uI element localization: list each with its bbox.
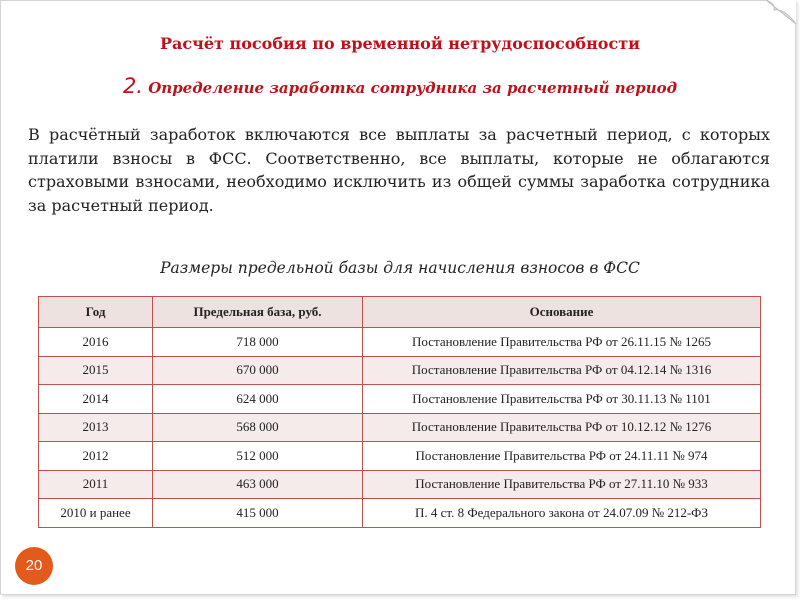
- table-row: [39, 385, 761, 414]
- table-header-row: [39, 297, 761, 328]
- header-basis: Основание: [363, 297, 761, 328]
- header-base: Предельная база, руб.: [153, 297, 363, 328]
- cell-basis: П. 4 ст. 8 Федерального закона от 24.07.09 № 212-ФЗ: [363, 499, 761, 528]
- table-header: [39, 297, 761, 328]
- cell-year: 2014: [39, 385, 153, 414]
- page-curl-icon: [766, 0, 796, 24]
- cell-base: 415 000: [153, 499, 363, 528]
- cell-base: 718 000: [153, 328, 363, 357]
- section-number: 2.: [122, 74, 143, 98]
- cell-basis: Постановление Правительства РФ от 26.11.15 № 1265: [363, 328, 761, 357]
- table-row: [39, 356, 761, 385]
- slide-title: Расчёт пособия по временной нетрудоспособности: [160, 34, 640, 53]
- cell-basis: Постановление Правительства РФ от 04.12.14 № 1316: [363, 356, 761, 385]
- limits-table: [38, 296, 761, 528]
- cell-base: 624 000: [153, 385, 363, 414]
- table-caption: Размеры предельной базы для начисления взносов в ФСС: [160, 259, 640, 277]
- cell-basis: Постановление Правительства РФ от 30.11.13 № 1101: [363, 385, 761, 414]
- cell-year: 2016: [39, 328, 153, 357]
- table-row: [39, 499, 761, 528]
- table-row: [39, 328, 761, 357]
- cell-year: 2012: [39, 442, 153, 471]
- cell-basis: Постановление Правительства РФ от 27.11.10 № 933: [363, 470, 761, 499]
- header-year: Год: [39, 297, 153, 328]
- cell-basis: Постановление Правительства РФ от 24.11.11 № 974: [363, 442, 761, 471]
- cell-base: 568 000: [153, 413, 363, 442]
- cell-year: 2013: [39, 413, 153, 442]
- page-number-badge: 20: [15, 547, 53, 585]
- section-subtitle-text: Определение заработка сотрудника за расчетный период: [148, 79, 678, 97]
- cell-year: 2011: [39, 470, 153, 499]
- body-paragraph: В расчётный заработок включаются все выплаты за расчетный период, с которых платили взносы в ФСС. Соответственно, все выплаты, которые не облагаются страховыми взносами, необходимо исключить из общей суммы заработка сотрудника за расчетный период.: [28, 125, 770, 215]
- table-row: [39, 470, 761, 499]
- table-row: [39, 442, 761, 471]
- table-row: [39, 413, 761, 442]
- section-subtitle: [0, 74, 800, 98]
- cell-year: 2010 и ранее: [39, 499, 153, 528]
- cell-basis: Постановление Правительства РФ от 10.12.12 № 1276: [363, 413, 761, 442]
- cell-year: 2015: [39, 356, 153, 385]
- cell-base: 670 000: [153, 356, 363, 385]
- cell-base: 463 000: [153, 470, 363, 499]
- table-body: [39, 328, 761, 528]
- cell-base: 512 000: [153, 442, 363, 471]
